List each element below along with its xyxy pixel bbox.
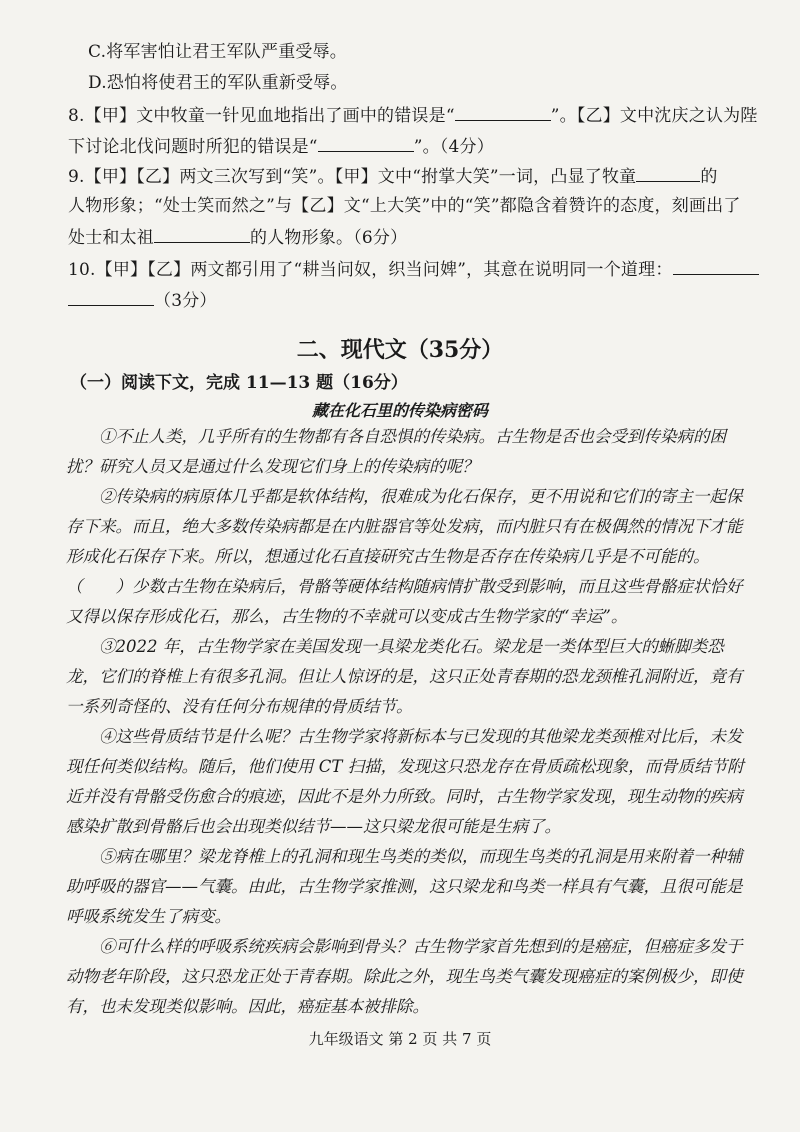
- question-9-line-2: 人物形象；“处士笑而然之”与【乙】文“上大笑”中的“笑”都隐含着赞许的态度，刻画出了: [68, 196, 741, 216]
- section-title: 二、现代文（35分）: [296, 337, 504, 363]
- question-8-line-2: 下讨论北伐问题时所犯的错误是“ ”。（4分）: [68, 133, 494, 159]
- paragraph-2: ②传染病的病原体几乎都是软体结构，很难成为化石保存，更不用说和它们的寄主一起保存下来。而且，绝大多数传染病都是在内脏器官等处发病，而内脏只有在极偶然的情况下才能形成化石保存下来。所以，想通过化石直接研究古生物是否存在传染病几乎是不可能的。（ ）少数古生物在染病后，骨骼等硬体结构随病情扩散受到影响，而且这些骨骼症状恰好又得以保存形成化石，那么，古生物的不幸就可以变成古生物学家的“幸运”。: [66, 487, 743, 626]
- paragraph-1: ①不止人类，几乎所有的生物都有各自恐惧的传染病。古生物是否也会受到传染病的困扰？研究人员又是通过什么发现它们身上的传染病的呢？: [66, 427, 726, 476]
- paragraph-5: ⑤病在哪里？梁龙脊椎上的孔洞和现生鸟类的类似，而现生鸟类的孔洞是用来附着一种辅助呼吸的器官——气囊。由此，古生物学家推测，这只梁龙和鸟类一样具有气囊，且很可能是呼吸系统发生了病变。: [66, 847, 743, 926]
- answer-blank[interactable]: [154, 224, 250, 243]
- article-body: [66, 422, 756, 1022]
- question-10-line-1: 10.【甲】【乙】两文都引用了“耕当问奴，织当问婢”，其意在说明同一个道理：: [68, 256, 759, 282]
- article-title: 藏在化石里的传染病密码: [311, 401, 488, 420]
- option-c: C.将军害怕让君王军队严重受辱。: [88, 42, 348, 62]
- paragraph-6: ⑥可什么样的呼吸系统疾病会影响到骨头？古生物学家首先想到的是癌症，但癌症多发于动物老年阶段，这只恐龙正处于青春期。除此之外，现生鸟类气囊发现癌症的案例极少，即使有，也未发现类似影响。因此，癌症基本被排除。: [66, 937, 743, 1016]
- question-9-line-1: 9.【甲】【乙】两文三次写到“笑”。【甲】文中“拊掌大笑”一词，凸显了牧童 的: [68, 163, 718, 189]
- option-d: D.恐怕将使君王的军队重新受辱。: [88, 73, 348, 93]
- answer-blank[interactable]: [636, 163, 700, 182]
- page-footer: 九年级语文 第 2 页 共 7 页: [308, 1030, 492, 1048]
- reading-instruction: （一）阅读下文，完成 11—13 题（16分）: [70, 373, 408, 393]
- question-9-line-3: 处士和太祖 的人物形象。（6分）: [68, 224, 407, 250]
- paragraph-4: ④这些骨质结节是什么呢？古生物学家将新标本与已发现的其他梁龙类颈椎对比后，未发现任何类似结构。随后，他们使用 CT 扫描，发现这只恐龙存在骨质疏松现象，而骨质结节附近并没有骨骼受伤愈合的痕迹，因此不是外力所致。同时，古生物学家发现，现生动物的疾病感染扩散到骨骼后也会出现类似结节——这只梁龙很可能是生病了。: [66, 727, 744, 836]
- question-8-line-1: 8.【甲】文中牧童一针见血地指出了画中的错误是“ ”。【乙】文中沈庆之认为陛: [68, 102, 758, 128]
- paragraph-3: ③2022 年，古生物学家在美国发现一具梁龙类化石。梁龙是一类体型巨大的蜥脚类恐龙，它们的脊椎上有很多孔洞。但让人惊讶的是，这只正处青春期的恐龙颈椎孔洞附近，竟有一系列奇怪的、没有任何分布规律的骨质结节。: [66, 637, 743, 716]
- answer-blank[interactable]: [455, 102, 551, 121]
- answer-blank[interactable]: [68, 287, 154, 306]
- answer-blank[interactable]: [673, 256, 759, 275]
- answer-blank[interactable]: [318, 133, 414, 152]
- question-10-line-2: （3分）: [68, 287, 217, 313]
